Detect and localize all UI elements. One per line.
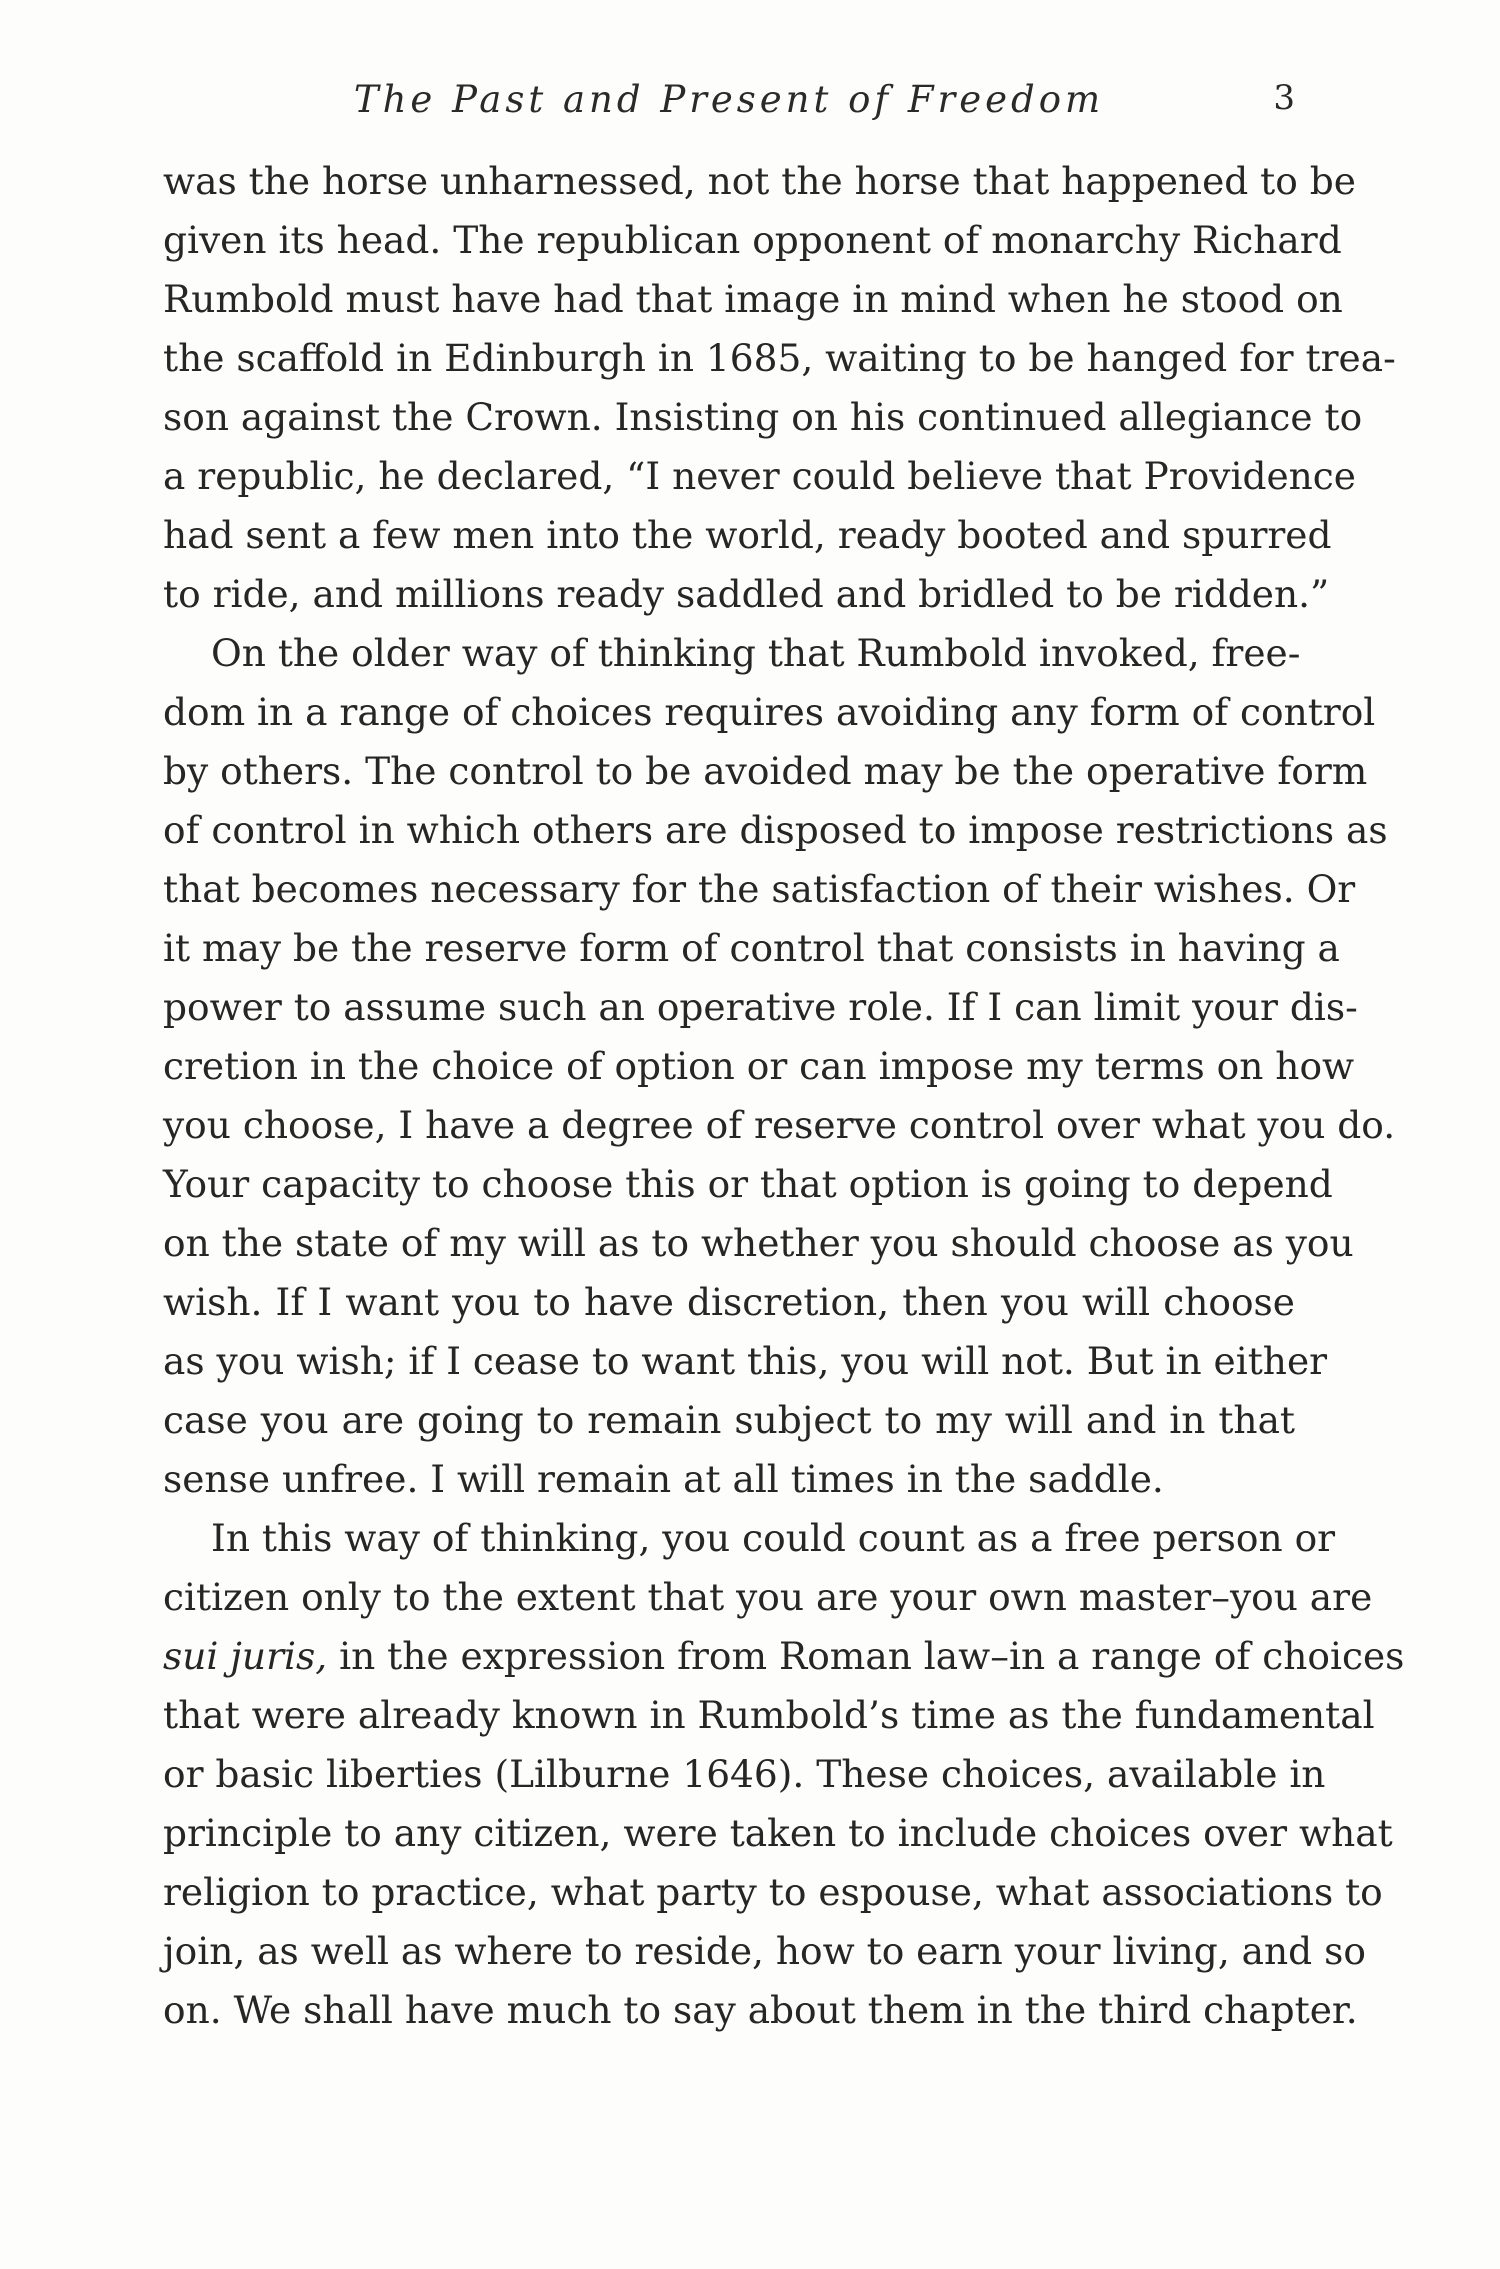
text-line: In this way of thinking, you could count as a free person or: [211, 1516, 1336, 1560]
text-line: you choose, I have a degree of reserve control over what you do.: [163, 1103, 1396, 1147]
paragraph-2: [163, 624, 1396, 1509]
text-line: dom in a range of choices requires avoiding any form of control: [163, 690, 1376, 734]
text-fragment: in the expression from Roman law–in a range of choices: [339, 1634, 1405, 1678]
text-line: it may be the reserve form of control that consists in having a: [163, 926, 1340, 970]
page-number: 3: [1273, 78, 1295, 118]
text-line: to ride, and millions ready saddled and bridled to be ridden.”: [163, 572, 1330, 616]
text-line: Your capacity to choose this or that option is going to depend: [163, 1162, 1333, 1206]
text-line: given its head. The republican opponent of monarchy Richard: [163, 218, 1342, 262]
text-line: of control in which others are disposed to impose restrictions as: [163, 808, 1388, 852]
text-line: principle to any citizen, were taken to include choices over what: [163, 1811, 1393, 1855]
text-line: that were already known in Rumbold’s time as the fundamental: [163, 1693, 1375, 1737]
text-line: wish. If I want you to have discretion, then you will choose: [163, 1280, 1295, 1324]
body-text: [163, 152, 1405, 2040]
paragraph-3: [163, 1509, 1405, 2040]
text-line: on the state of my will as to whether you should choose as you: [163, 1221, 1354, 1265]
text-line: a republic, he declared, “I never could believe that Providence: [163, 454, 1356, 498]
text-line: on. We shall have much to say about them in the third chapter.: [163, 1988, 1358, 2032]
text-line: by others. The control to be avoided may be the operative form: [163, 749, 1368, 793]
paragraph-1: [163, 152, 1396, 624]
text-line: son against the Crown. Insisting on his continued allegiance to: [163, 395, 1363, 439]
running-head: [163, 78, 1295, 128]
running-title: The Past and Present of Freedom: [353, 78, 1105, 121]
text-line: that becomes necessary for the satisfaction of their wishes. Or: [163, 867, 1356, 911]
text-line: cretion in the choice of option or can impose my terms on how: [163, 1044, 1355, 1088]
text-line: On the older way of thinking that Rumbold invoked, free-: [211, 631, 1301, 675]
text-line: as you wish; if I cease to want this, you will not. But in either: [163, 1339, 1328, 1383]
text-line: the scaffold in Edinburgh in 1685, waiting to be hanged for trea-: [163, 336, 1396, 380]
text-line: power to assume such an operative role. If I can limit your dis-: [163, 985, 1358, 1029]
text-line: join, as well as where to reside, how to earn your living, and so: [163, 1929, 1366, 1973]
text-line: or basic liberties (Lilburne 1646). These choices, available in: [163, 1752, 1326, 1796]
italic-term: sui juris,: [163, 1634, 328, 1678]
text-line: had sent a few men into the world, ready booted and spurred: [163, 513, 1332, 557]
text-line: Rumbold must have had that image in mind when he stood on: [163, 277, 1343, 321]
text-line: citizen only to the extent that you are your own master–you are: [163, 1575, 1373, 1619]
text-line: was the horse unharnessed, not the horse that happened to be: [163, 159, 1356, 203]
text-line: case you are going to remain subject to my will and in that: [163, 1398, 1295, 1442]
text-line: religion to practice, what party to espouse, what associations to: [163, 1870, 1383, 1914]
text-line: sense unfree. I will remain at all times in the saddle.: [163, 1457, 1164, 1501]
text-line-with-italic: [163, 1627, 1405, 1686]
